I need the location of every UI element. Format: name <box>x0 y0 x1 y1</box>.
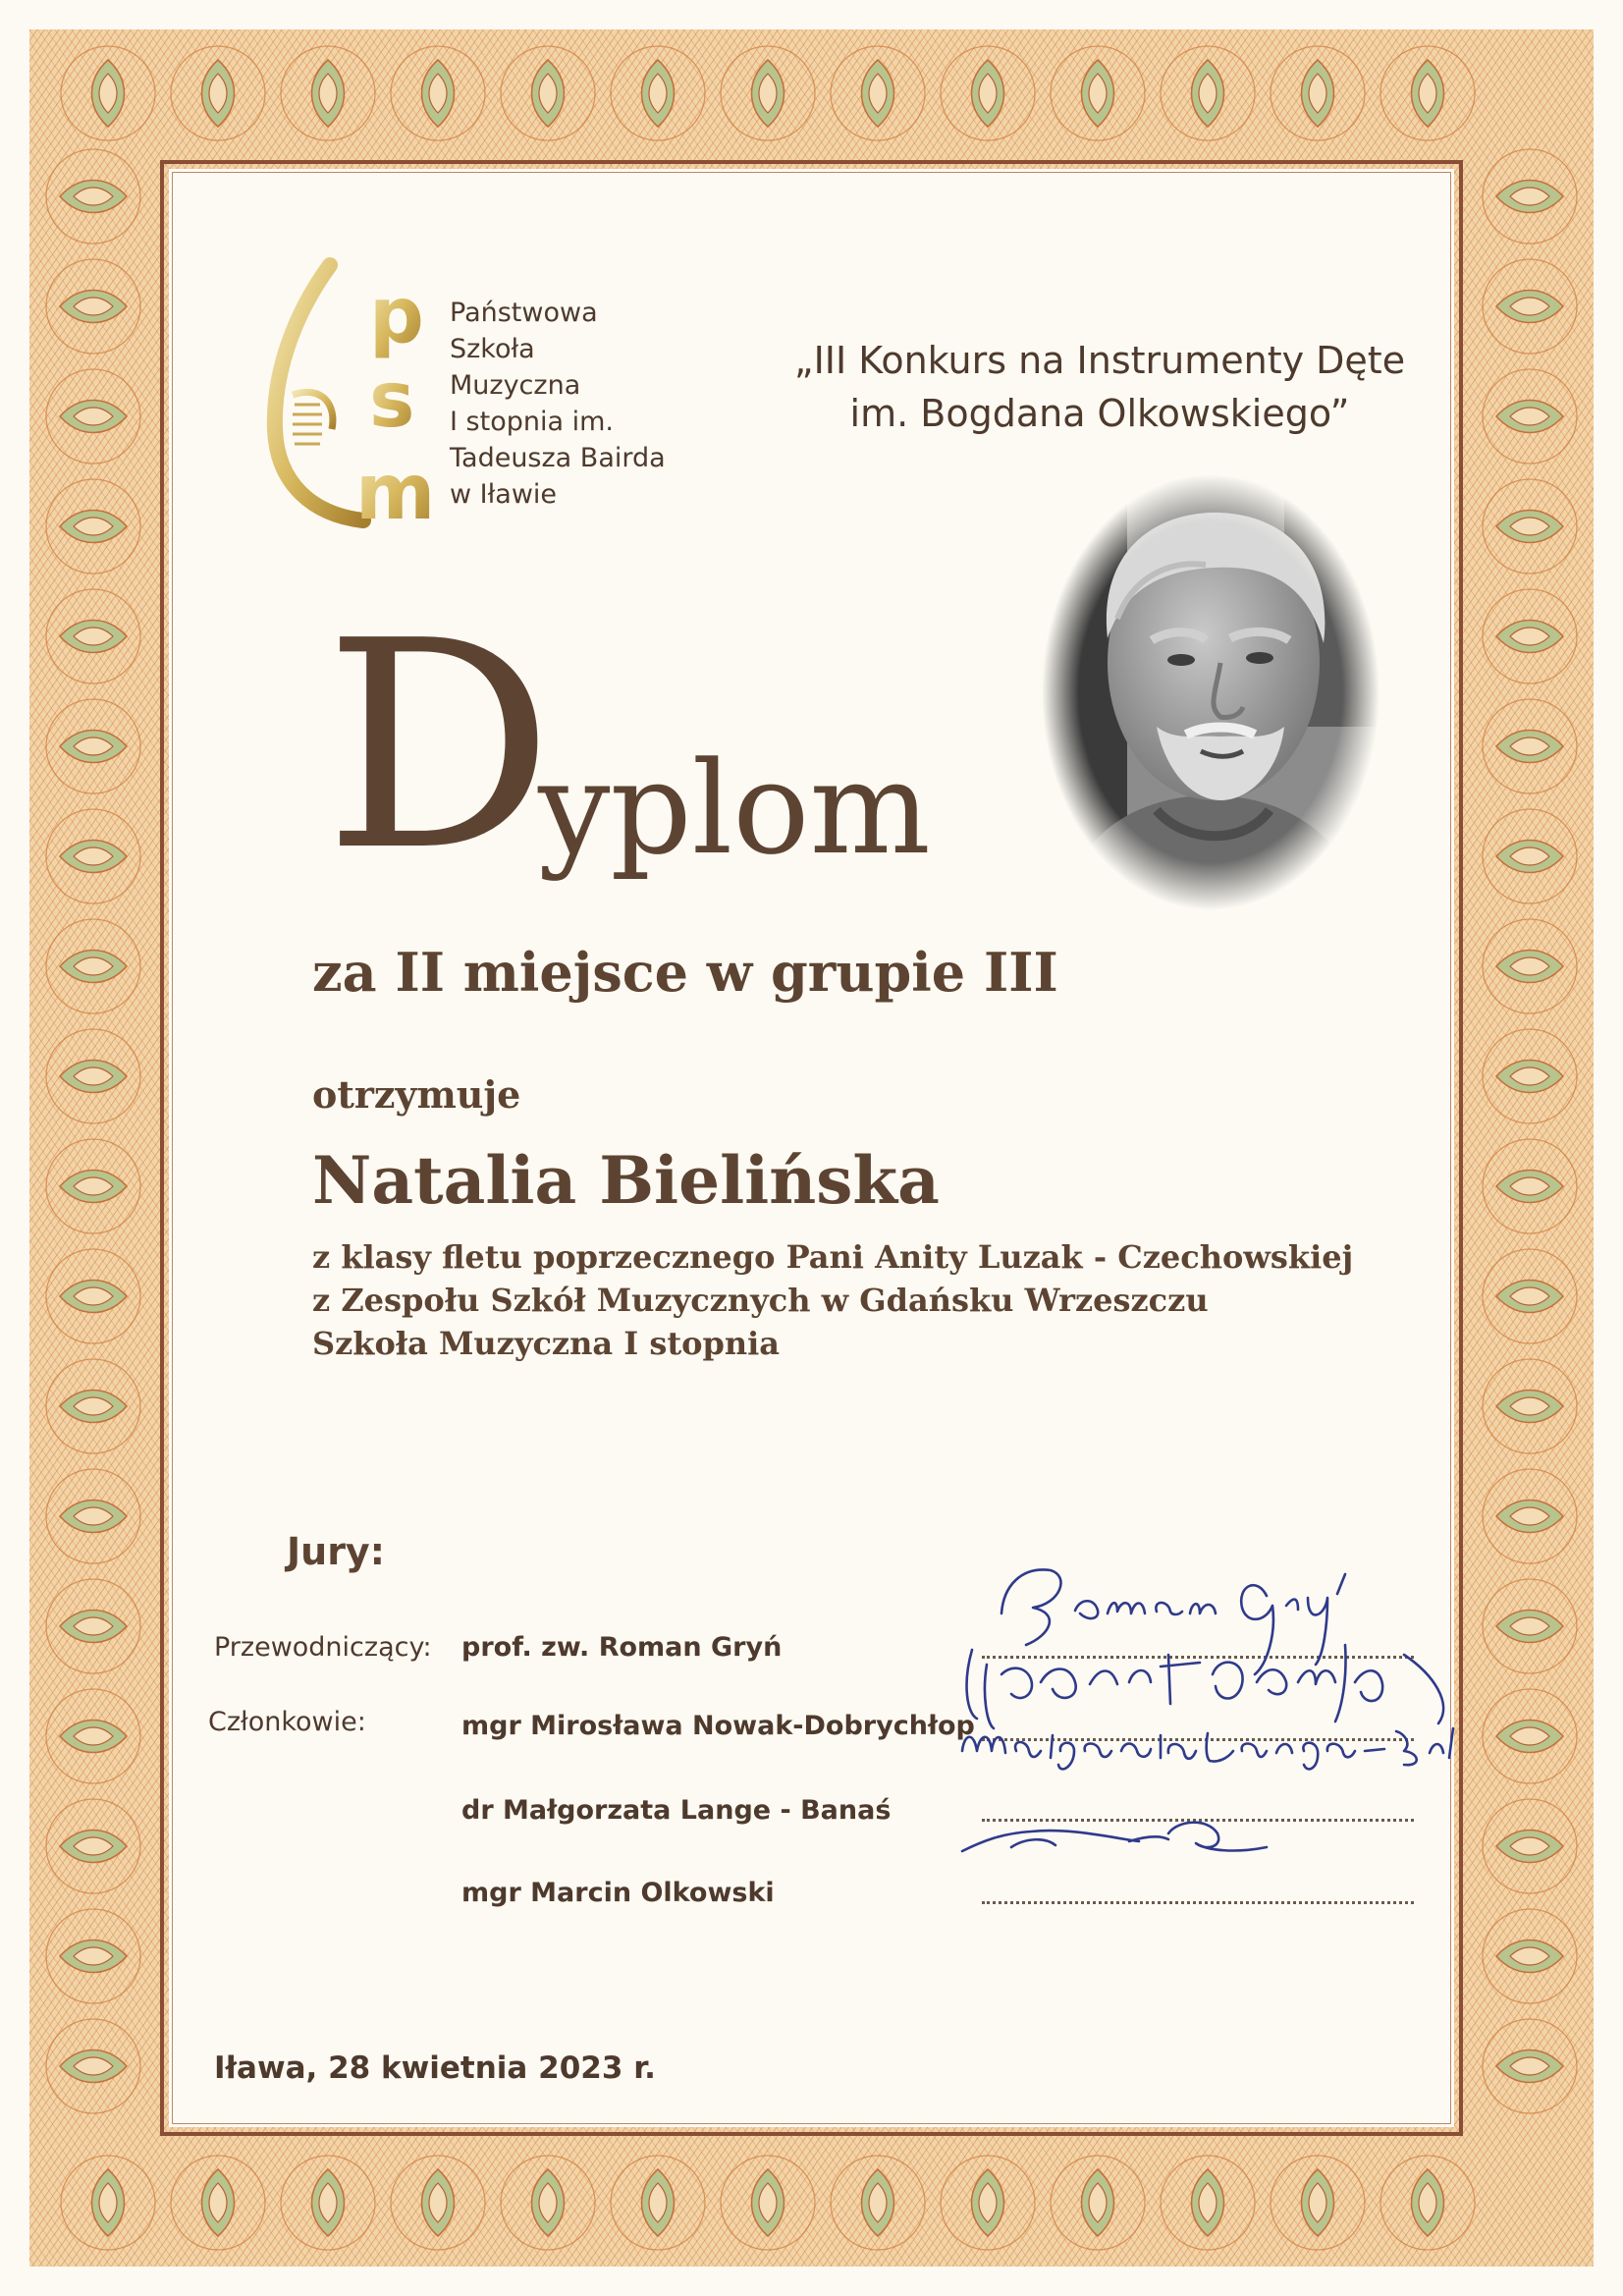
member-name: mgr Mirosława Nowak-Dobrychłop <box>461 1711 975 1741</box>
place-and-date: Iława, 28 kwietnia 2023 r. <box>214 2050 656 2086</box>
school-name-line: w Iławie <box>450 479 558 510</box>
svg-text:p: p <box>369 272 424 360</box>
school-name-line: Muzyczna <box>450 370 581 401</box>
jury-label: Jury: <box>287 1530 385 1573</box>
detail-line: z Zespołu Szkół Muzycznych w Gdańsku Wrzeszczu <box>312 1282 1209 1319</box>
school-name-line: I stopnia im. <box>450 407 614 437</box>
award-details <box>312 1235 1549 1365</box>
portrait-photo <box>1039 471 1382 913</box>
svg-text:s: s <box>369 356 415 445</box>
school-logo <box>253 257 450 537</box>
svg-text:m: m <box>355 449 436 537</box>
award-place: za II miejsce w grupie III <box>312 941 1058 1004</box>
school-name-line: Państwowa <box>450 298 598 328</box>
school-name-line: Tadeusza Bairda <box>450 443 666 473</box>
school-name-line: Szkoła <box>450 334 535 364</box>
chair-role: Przewodniczący: <box>214 1632 432 1663</box>
contest-title-line2: im. Bogdana Olkowskiego” <box>849 392 1350 435</box>
member-name: mgr Marcin Olkowski <box>461 1878 775 1908</box>
recipient-name: Natalia Bielińska <box>312 1142 940 1219</box>
title-rest: yplom <box>538 734 931 883</box>
detail-line: Szkoła Muzyczna I stopnia <box>312 1325 781 1362</box>
contest-title <box>746 334 1453 440</box>
receives-label: otrzymuje <box>312 1072 521 1117</box>
members-role: Członkowie: <box>208 1707 366 1737</box>
title-initial: D <box>324 579 555 913</box>
detail-line: z klasy fletu poprzecznego Pani Anity Luzak - Czechowskiej <box>312 1238 1354 1276</box>
school-name <box>450 295 666 513</box>
jury-signatures <box>943 1557 1492 1930</box>
chair-name: prof. zw. Roman Gryń <box>461 1632 783 1663</box>
contest-title-line1: „III Konkurs na Instrumenty Dęte <box>793 339 1406 382</box>
member-name: dr Małgorzata Lange - Banaś <box>461 1795 892 1826</box>
